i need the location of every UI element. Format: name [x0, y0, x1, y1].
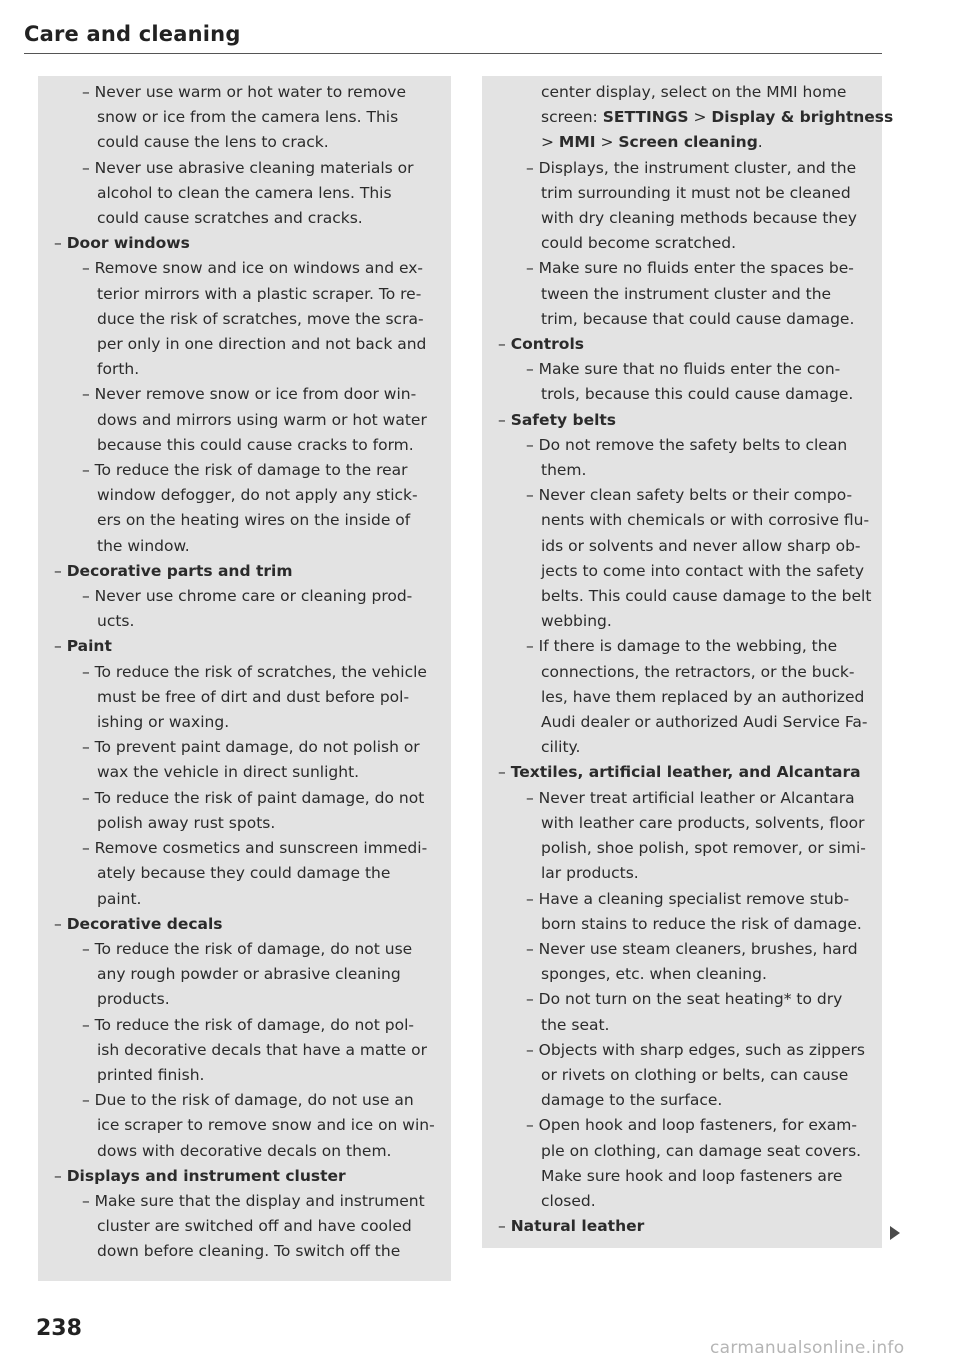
text-span: per only in one direction and not back and	[97, 335, 427, 354]
text-span: ple on clothing, can damage seat covers.	[541, 1141, 862, 1160]
text-line	[38, 256, 439, 281]
text-line	[482, 861, 870, 886]
bold-text: Textiles, artificial leather, and Alcantara	[510, 763, 861, 782]
text-line	[38, 206, 439, 231]
bold-text: Display & brightness	[711, 108, 894, 127]
bold-text: Displays and instrument cluster	[66, 1166, 346, 1185]
text-span: – Do not remove the safety belts to clean	[526, 435, 848, 454]
text-span: – Never use warm or hot water to remove	[82, 83, 407, 101]
text-span: Audi dealer or authorized Audi Service Fa-	[541, 713, 868, 732]
section-heading	[482, 760, 870, 785]
text-span: center display, select on the MMI home	[541, 83, 847, 101]
right-column	[482, 76, 894, 1248]
text-span: because this could cause cracks to form.	[97, 435, 414, 454]
section-heading	[482, 1214, 870, 1239]
text-line	[38, 80, 439, 105]
continue-arrow-icon	[890, 1226, 900, 1240]
text-span: polish away rust spots.	[97, 813, 276, 832]
text-line	[38, 534, 439, 559]
text-line	[482, 483, 870, 508]
text-span: –	[54, 914, 67, 933]
text-span: – Never use abrasive cleaning materials or	[82, 158, 414, 177]
section-heading	[38, 912, 439, 937]
text-line	[38, 836, 439, 861]
text-span: –	[54, 561, 67, 580]
text-span: – Due to the risk of damage, do not use an	[82, 1091, 414, 1110]
text-line	[38, 282, 439, 307]
text-line	[38, 130, 439, 155]
text-span: tween the instrument cluster and the	[541, 284, 832, 303]
text-line	[38, 382, 439, 407]
text-line	[482, 1189, 870, 1214]
text-span: webbing.	[541, 612, 612, 631]
section-heading	[482, 332, 870, 357]
section-heading	[38, 559, 439, 584]
text-line	[38, 811, 439, 836]
text-line	[482, 256, 870, 281]
text-span: – To prevent paint damage, do not polish or	[82, 738, 420, 757]
text-span: down before cleaning. To switch off the	[97, 1242, 401, 1261]
bold-text: Decorative decals	[66, 914, 223, 933]
text-line	[482, 1113, 870, 1138]
text-line	[482, 105, 894, 130]
text-span: could cause scratches and cracks.	[97, 209, 363, 228]
text-span: forth.	[97, 360, 140, 379]
text-line	[482, 1139, 870, 1164]
text-line	[38, 760, 439, 785]
text-line	[482, 634, 870, 659]
text-line	[38, 357, 439, 382]
text-span: trols, because this could cause damage.	[541, 385, 854, 404]
text-span: paint.	[97, 889, 142, 908]
text-line	[482, 559, 870, 584]
text-span: with dry cleaning methods because they	[541, 209, 857, 228]
text-span: damage to the surface.	[541, 1091, 723, 1110]
text-span: window defogger, do not apply any stick-	[97, 486, 418, 505]
text-line	[482, 685, 870, 710]
bold-text: SETTINGS	[602, 108, 689, 127]
text-span: trim, because that could cause damage.	[541, 309, 855, 328]
text-span: the window.	[97, 536, 190, 555]
text-span: with leather care products, solvents, floor	[541, 813, 865, 832]
bold-text: Screen cleaning	[618, 133, 758, 152]
text-span: – Do not turn on the seat heating* to dry	[526, 990, 843, 1009]
text-span: – Objects with sharp edges, such as zippers	[526, 1040, 865, 1059]
text-line	[482, 735, 870, 760]
text-line	[38, 307, 439, 332]
text-line	[38, 584, 439, 609]
text-span: – To reduce the risk of damage to the rear	[82, 461, 408, 480]
section-heading	[482, 408, 870, 433]
text-span: nents with chemicals or with corrosive flu-	[541, 511, 870, 530]
text-line	[38, 156, 439, 181]
text-line	[38, 962, 439, 987]
text-span: alcohol to clean the camera lens. This	[97, 183, 392, 202]
text-span: ish decorative decals that have a matte or	[97, 1040, 427, 1059]
left-column	[38, 76, 451, 1281]
text-span: polish, shoe polish, spot remover, or simi-	[541, 839, 866, 858]
text-span: products.	[97, 990, 170, 1009]
text-line	[482, 987, 870, 1012]
text-line	[38, 861, 439, 886]
text-span: –	[498, 1217, 511, 1236]
text-span: .	[757, 133, 763, 152]
text-line	[482, 887, 870, 912]
text-line	[482, 912, 870, 937]
text-line	[38, 937, 439, 962]
text-line	[38, 1088, 439, 1113]
text-line	[482, 382, 870, 407]
text-span: – Never remove snow or ice from door win-	[82, 385, 417, 404]
text-span: dows with decorative decals on them.	[97, 1141, 392, 1160]
text-span: duce the risk of scratches, move the scra-	[97, 309, 424, 328]
text-line	[38, 332, 439, 357]
text-span: closed.	[541, 1191, 596, 1210]
text-line	[38, 1038, 439, 1063]
text-line	[38, 1113, 439, 1138]
text-span: snow or ice from the camera lens. This	[97, 108, 399, 127]
text-span: could cause the lens to crack.	[97, 133, 329, 152]
text-span: wax the vehicle in direct sunlight.	[97, 763, 360, 782]
text-line	[38, 1239, 439, 1264]
text-line	[482, 609, 870, 634]
text-span: – Never use steam cleaners, brushes, hard	[526, 939, 858, 958]
text-span: ishing or waxing.	[97, 713, 230, 732]
text-span: – Have a cleaning specialist remove stub-	[526, 889, 850, 908]
text-span: >	[595, 133, 619, 152]
page-number: 238	[36, 1316, 82, 1341]
text-span: connections, the retractors, or the buck-	[541, 662, 855, 681]
text-line	[38, 786, 439, 811]
text-span: – Make sure that no fluids enter the con-	[526, 360, 841, 379]
bold-text: MMI	[558, 133, 596, 152]
text-span: could become scratched.	[541, 234, 737, 253]
text-line	[482, 786, 870, 811]
text-line	[482, 1088, 870, 1113]
text-span: ice scraper to remove snow and ice on win-	[97, 1116, 435, 1135]
text-span: – If there is damage to the webbing, the	[526, 637, 838, 656]
text-line	[482, 937, 870, 962]
text-line	[38, 408, 439, 433]
text-span: cluster are switched off and have cooled	[97, 1217, 412, 1236]
text-line	[38, 105, 439, 130]
text-line	[482, 181, 870, 206]
text-span: – Never clean safety belts or their compo-	[526, 486, 853, 505]
text-span: must be free of dirt and dust before pol-	[97, 687, 410, 706]
text-line	[482, 282, 870, 307]
text-span: –	[54, 1166, 67, 1185]
text-span: born stains to reduce the risk of damage.	[541, 914, 862, 933]
text-span: Make sure hook and loop fasteners are	[541, 1166, 843, 1185]
text-line	[38, 483, 439, 508]
text-line	[482, 508, 870, 533]
text-line	[482, 660, 870, 685]
text-span: ucts.	[97, 612, 135, 631]
text-span: –	[498, 335, 511, 354]
text-line	[482, 433, 870, 458]
text-line	[482, 307, 870, 332]
text-span: belts. This could cause damage to the belt	[541, 587, 872, 606]
text-span: >	[688, 108, 712, 127]
text-line	[38, 609, 439, 634]
text-span: – To reduce the risk of scratches, the vehicle	[82, 662, 427, 681]
text-span: sponges, etc. when cleaning.	[541, 965, 767, 984]
text-line	[38, 1013, 439, 1038]
text-line	[482, 130, 870, 155]
text-line	[482, 534, 870, 559]
text-line	[38, 1214, 439, 1239]
text-line	[482, 156, 870, 181]
text-span: cility.	[541, 738, 581, 757]
text-line	[38, 735, 439, 760]
text-line	[482, 206, 870, 231]
bold-text: Paint	[66, 637, 112, 656]
text-line	[38, 181, 439, 206]
bold-text: Natural leather	[510, 1217, 645, 1236]
text-line	[482, 584, 870, 609]
text-span: – Displays, the instrument cluster, and the	[526, 158, 857, 177]
text-line	[38, 987, 439, 1012]
text-span: les, have them replaced by an authorized	[541, 687, 865, 706]
text-span: jects to come into contact with the safety	[541, 561, 865, 580]
text-line	[482, 1038, 870, 1063]
text-span: – To reduce the risk of damage, do not pol-	[82, 1015, 414, 1034]
text-span: –	[498, 410, 511, 429]
bold-text: Controls	[510, 335, 584, 354]
text-span: –	[54, 234, 67, 253]
watermark: carmanualsonline.info	[710, 1338, 905, 1358]
text-span: printed finish.	[97, 1065, 205, 1084]
section-heading	[38, 1164, 439, 1189]
text-span: any rough powder or abrasive cleaning	[97, 965, 401, 984]
text-line	[38, 660, 439, 685]
text-line	[482, 811, 870, 836]
text-line	[38, 458, 439, 483]
text-line	[38, 433, 439, 458]
text-line	[38, 1189, 439, 1214]
text-span: – Remove cosmetics and sunscreen immedi-	[82, 839, 428, 858]
text-line	[482, 1013, 870, 1038]
text-span: – Never treat artificial leather or Alcantara	[526, 788, 855, 807]
text-span: – To reduce the risk of damage, do not use	[82, 939, 413, 958]
bold-text: Safety belts	[510, 410, 617, 429]
text-line	[482, 80, 870, 105]
text-span: – Make sure no fluids enter the spaces be-	[526, 259, 854, 278]
section-heading	[38, 634, 439, 659]
text-span: them.	[541, 461, 587, 480]
text-line	[38, 1063, 439, 1088]
text-span: –	[54, 637, 67, 656]
bold-text: Decorative parts and trim	[66, 561, 293, 580]
text-span: >	[541, 133, 559, 152]
section-heading	[38, 231, 439, 256]
text-line	[482, 231, 870, 256]
text-line	[38, 710, 439, 735]
text-line	[482, 710, 870, 735]
text-line	[38, 1139, 439, 1164]
text-line	[38, 508, 439, 533]
text-span: ately because they could damage the	[97, 864, 391, 883]
text-line	[482, 357, 870, 382]
bold-text: Door windows	[66, 234, 190, 253]
text-span: ers on the heating wires on the inside of	[97, 511, 411, 530]
text-span: –	[498, 763, 511, 782]
header-divider	[24, 53, 882, 54]
text-span: screen:	[541, 108, 603, 127]
text-span: or rivets on clothing or belts, can cause	[541, 1065, 849, 1084]
text-span: – Never use chrome care or cleaning prod-	[82, 587, 413, 606]
page-title: Care and cleaning	[24, 22, 241, 46]
text-line	[482, 458, 870, 483]
text-span: terior mirrors with a plastic scraper. To re-	[97, 284, 422, 303]
text-span: – Remove snow and ice on windows and ex-	[82, 259, 424, 278]
text-line	[482, 962, 870, 987]
text-span: lar products.	[541, 864, 639, 883]
text-span: – To reduce the risk of paint damage, do not	[82, 788, 425, 807]
text-span: – Open hook and loop fasteners, for exam-	[526, 1116, 857, 1135]
text-line	[482, 1063, 870, 1088]
text-line	[482, 1164, 870, 1189]
text-line	[38, 887, 439, 912]
text-span: trim surrounding it must not be cleaned	[541, 183, 851, 202]
text-span: dows and mirrors using warm or hot water	[97, 410, 427, 429]
text-line	[482, 836, 870, 861]
text-span: ids or solvents and never allow sharp ob-	[541, 536, 861, 555]
text-span: – Make sure that the display and instrument	[82, 1191, 425, 1210]
text-span: the seat.	[541, 1015, 610, 1034]
text-line	[38, 685, 439, 710]
